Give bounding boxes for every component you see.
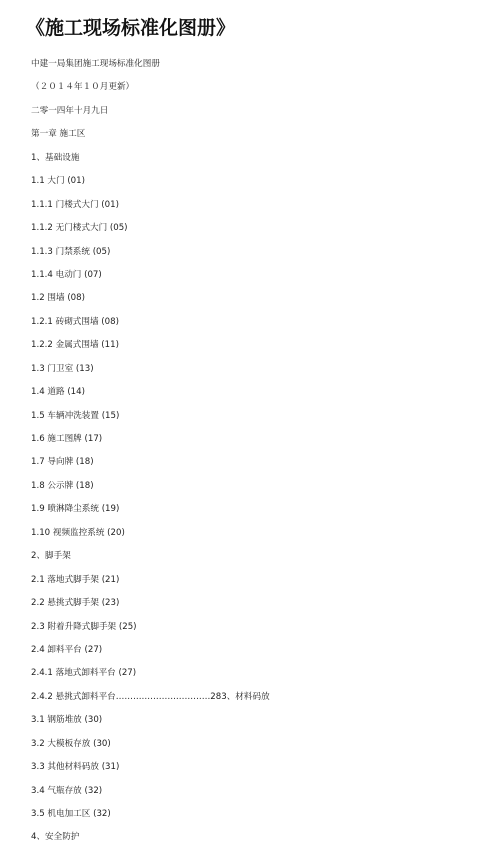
toc-item: 2.3 附着升降式脚手架 (25) [31,621,137,632]
toc-item: 1.1.1 门楼式大门 (01) [31,199,119,210]
update-note-line: （２０１４年１０月更新） [31,82,135,93]
table-of-contents [31,57,497,854]
section-heading: 1、基础设施 [31,152,80,163]
toc-item: 3.3 其他材料码放 (31) [31,762,120,773]
toc-item: 1.3 门卫室 (13) [31,363,94,374]
toc-item: 1.2.1 砖砌式围墙 (08) [31,316,119,327]
toc-item: 1.2 围墙 (08) [31,293,85,304]
toc-item: 2.4.1 落地式卸料平台 (27) [31,668,137,679]
section-heading: 4、安全防护 [31,832,80,843]
toc-item: 1.6 施工图牌 (17) [31,434,103,444]
toc-item: 1.2.2 金属式围墙 (11) [31,340,119,351]
chapter-heading: 第一章 施工区 [31,129,86,140]
toc-item: 3.2 大模板存放 (30) [31,738,111,749]
toc-item: 3.1 钢筋堆放 (30) [31,715,103,726]
toc-item: 1.4 道路 (14) [31,387,85,398]
subtitle-line: 中建一局集团施工现场标准化图册 [31,59,160,69]
toc-item: 1.1 大门 (01) [31,176,85,187]
document-title: 《施工现场标准化图册》 [26,17,236,39]
date-line: 二零一四年十月九日 [31,105,109,116]
toc-item: 1.5 车辆冲洗装置 (15) [31,410,120,421]
toc-item: 2.1 落地式脚手架 (21) [31,574,120,585]
toc-item: 1.8 公示牌 (18) [31,480,94,491]
section-heading: 2、脚手架 [31,551,71,562]
toc-item: 1.1.4 电动门 (07) [31,269,102,280]
toc-item: 1.10 视频监控系统 (20) [31,527,125,538]
toc-item: 3.5 机电加工区 (32) [31,809,111,819]
toc-item: 1.1.2 无门楼式大门 (05) [31,223,128,234]
toc-item: 3.4 气瓶存放 (32) [31,785,103,796]
toc-item: 2.4.2 悬挑式卸料平台……………………………283、材料码放 [31,691,270,702]
toc-item: 1.1.3 门禁系统 (05) [31,246,111,257]
toc-item: 1.7 导向牌 (18) [31,457,94,468]
toc-item: 2.2 悬挑式脚手架 (23) [31,598,120,609]
toc-item: 2.4 卸料平台 (27) [31,644,103,655]
toc-item: 1.9 喷淋降尘系统 (19) [31,504,120,515]
